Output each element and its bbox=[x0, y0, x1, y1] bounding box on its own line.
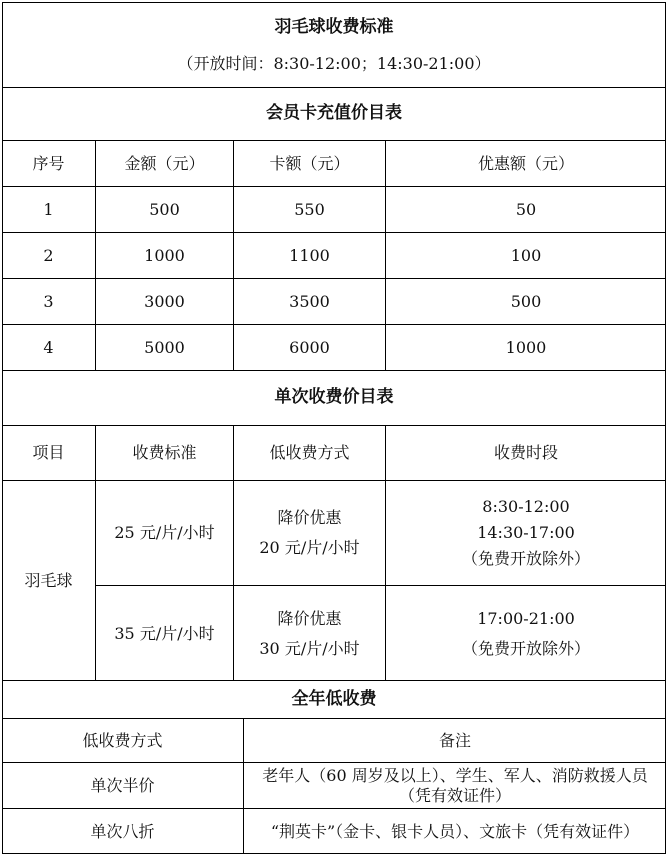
table-row bbox=[2, 808, 666, 854]
table-row bbox=[2, 232, 666, 278]
opening-hours: （开放时间：8:30-12:00；14:30-21:00） bbox=[177, 54, 491, 74]
table-row bbox=[2, 324, 666, 370]
low-method-price: 20 元/片/小时 bbox=[259, 538, 360, 557]
header-card-value: 卡额（元） bbox=[233, 141, 385, 186]
annual-table-header bbox=[2, 718, 666, 762]
table-row bbox=[2, 278, 666, 324]
table-row bbox=[95, 585, 666, 681]
low-method-label: 降价优惠 bbox=[277, 608, 342, 628]
single-section-header bbox=[2, 370, 666, 425]
cell-time-slot bbox=[385, 481, 666, 585]
header-bonus: 优惠额（元） bbox=[385, 141, 666, 186]
cell-card-value: 3500 bbox=[233, 279, 385, 324]
header-standard: 收费标准 bbox=[95, 426, 233, 480]
header-amount: 金额（元） bbox=[95, 141, 233, 186]
member-table-header bbox=[2, 140, 666, 186]
cell-bonus: 1000 bbox=[385, 325, 666, 370]
cell-bonus: 500 bbox=[385, 279, 666, 324]
single-rows-block bbox=[2, 480, 666, 680]
header-item: 项目 bbox=[32, 443, 65, 462]
item-badminton: 羽毛球 bbox=[24, 570, 73, 590]
table-row bbox=[2, 186, 666, 232]
cell-index: 3 bbox=[43, 291, 54, 311]
header-index: 序号 bbox=[32, 153, 65, 173]
cell-amount: 5000 bbox=[95, 325, 233, 370]
title-block bbox=[2, 2, 666, 87]
low-method-label: 降价优惠 bbox=[277, 508, 342, 527]
cell-bonus: 50 bbox=[385, 187, 666, 232]
cell-index: 2 bbox=[43, 245, 54, 265]
member-section-header bbox=[2, 87, 666, 140]
cell-card-value: 6000 bbox=[233, 325, 385, 370]
cell-standard: 25 元/片/小时 bbox=[95, 481, 233, 585]
single-section-title: 单次收费价目表 bbox=[274, 387, 394, 408]
header-time-slot: 收费时段 bbox=[385, 426, 666, 480]
cell-low-method: 单次半价 bbox=[90, 775, 155, 795]
cell-bonus: 100 bbox=[385, 233, 666, 278]
cell-time-slot bbox=[385, 586, 666, 681]
page-title: 羽毛球收费标准 bbox=[274, 16, 394, 37]
cell-low-method bbox=[233, 481, 385, 585]
time-slot-note: （免费开放除外） bbox=[461, 638, 590, 658]
annual-section-header bbox=[2, 680, 666, 718]
cell-index: 1 bbox=[43, 199, 54, 219]
cell-card-value: 550 bbox=[233, 187, 385, 232]
low-method-price: 30 元/片/小时 bbox=[259, 638, 360, 658]
cell-amount: 1000 bbox=[95, 233, 233, 278]
header-remark: 备注 bbox=[243, 719, 666, 762]
time-slot: 14:30-17:00 bbox=[477, 523, 575, 542]
cell-index: 4 bbox=[43, 337, 54, 357]
cell-amount: 3000 bbox=[95, 279, 233, 324]
member-section-title: 会员卡充值价目表 bbox=[266, 103, 402, 124]
fee-standard-table bbox=[2, 2, 666, 854]
cell-standard: 35 元/片/小时 bbox=[95, 586, 233, 681]
time-slot-note: （免费开放除外） bbox=[461, 549, 590, 568]
single-table-header bbox=[2, 425, 666, 480]
table-row bbox=[2, 762, 666, 808]
time-slot: 8:30-12:00 bbox=[482, 497, 570, 516]
header-low-method: 低收费方式 bbox=[82, 730, 163, 750]
cell-remark: “荆英卡”（金卡、银卡人员）、文旅卡（凭有效证件） bbox=[243, 809, 666, 854]
time-slot: 17:00-21:00 bbox=[477, 608, 575, 628]
cell-low-method: 单次八折 bbox=[90, 821, 155, 841]
cell-low-method bbox=[233, 586, 385, 681]
cell-remark: 老年人（60 周岁及以上）、学生、军人、消防救援人员（凭有效证件） bbox=[243, 763, 666, 808]
annual-section-title: 全年低收费 bbox=[291, 688, 377, 709]
cell-card-value: 1100 bbox=[233, 233, 385, 278]
table-row bbox=[95, 481, 666, 585]
cell-amount: 500 bbox=[95, 187, 233, 232]
header-low-method: 低收费方式 bbox=[233, 426, 385, 480]
